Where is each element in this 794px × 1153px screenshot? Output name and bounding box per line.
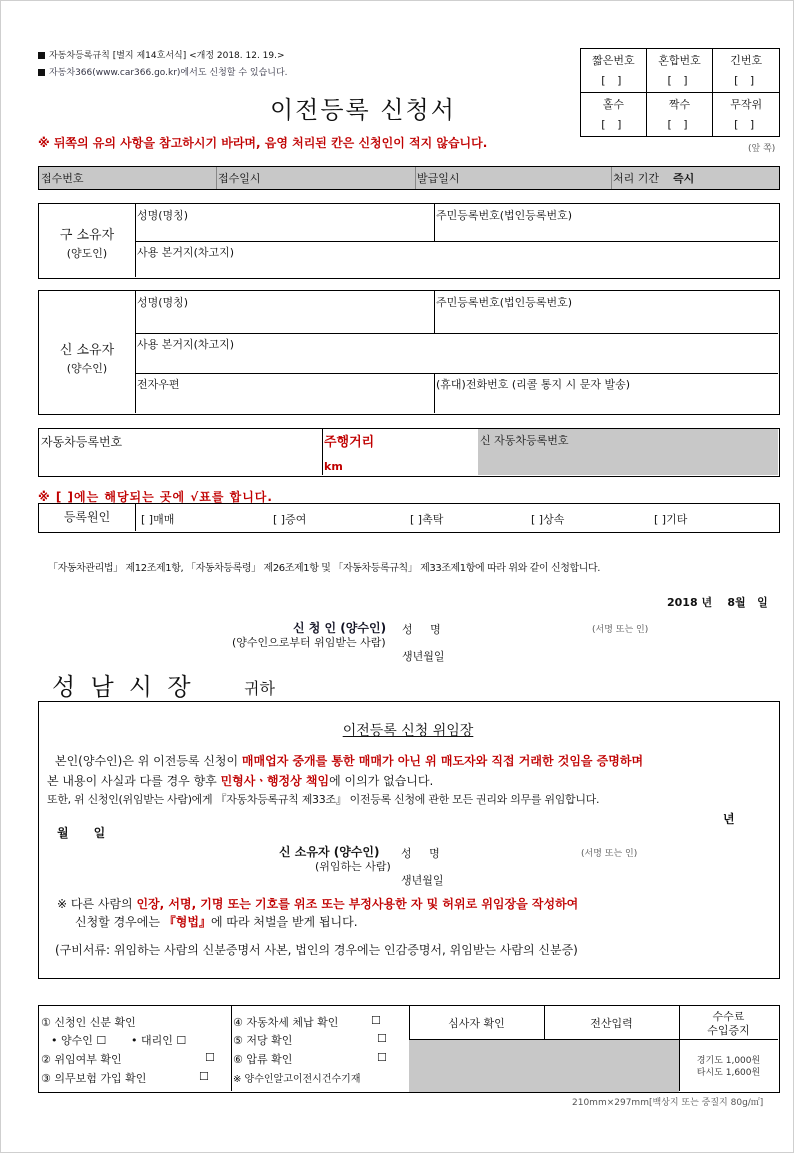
check-mortgage: ⑤ 저당 확인 — [233, 1034, 293, 1047]
applicant-name-label: 성 명 — [402, 623, 441, 636]
processing-period-value: 즉시 — [673, 172, 695, 185]
applicant-delegate-label: (양수인으로부터 위임받는 사람) — [232, 636, 386, 649]
delegation-signature[interactable]: (서명 또는 인) — [581, 849, 638, 859]
square-bullet-icon — [38, 69, 45, 76]
delegation-paragraph-3: 또한, 위 신청인(위임받는 사람)에게 『자동차등록규칙 제33조』 이전등록 신청에 관한 모든 권리와 의무를 위임합니다. — [47, 793, 600, 806]
recipient-suffix: 귀하 — [244, 679, 275, 698]
processing-footer — [38, 1005, 780, 1093]
check-seizure: ⑥ 압류 확인 — [233, 1053, 293, 1066]
receipt-number-label: 접수번호 — [41, 172, 84, 185]
fee-stamp-cell: 수수료 수입증지 경기도 1,000원 타시도 1,600원 — [679, 1006, 778, 1091]
page-title: 이전등록 신청서 — [270, 96, 456, 124]
footer-col-2 — [231, 1006, 410, 1091]
required-documents: (구비서류: 위임하는 사람의 신분증명서 사본, 법인의 경우에는 인감증명서, 위임받는 사람의 신분증) — [55, 943, 578, 957]
new-owner-name-field[interactable]: 성명(명칭) — [135, 291, 435, 334]
plate-type-even[interactable]: 짝수 [ ] — [646, 93, 713, 137]
checkbox-icon[interactable]: ☐ — [377, 1051, 387, 1064]
check-transferee[interactable]: • 양수인 ☐ — [51, 1034, 107, 1047]
reason-option-sale[interactable]: [ ]매매 — [141, 513, 175, 526]
applicant-birth-label: 생년월일 — [402, 650, 445, 663]
online-notice: 자동차366(www.car366.go.kr)에서도 신청할 수 있습니다. — [38, 65, 288, 78]
check-insurance: ③ 의무보험 가입 확인 — [41, 1072, 147, 1085]
new-reg-number-field: 신 자동차등록번호 — [478, 429, 778, 475]
delegation-birth-label: 생년월일 — [401, 874, 444, 887]
new-owner-id-field[interactable]: 주민등록번호(법인등록번호) — [434, 291, 778, 334]
delegation-owner-sub: (위임하는 사람) — [315, 860, 391, 873]
checkbox-icon[interactable]: ☐ — [377, 1032, 387, 1045]
applicant-signature[interactable]: (서명 또는 인) — [592, 625, 649, 635]
old-owner-id-field[interactable]: 주민등록번호(법인등록번호) — [434, 204, 778, 242]
delegation-owner-label: 신 소유자 (양수인) — [279, 845, 380, 859]
check-applicant-id: ① 신청인 신분 확인 — [41, 1016, 136, 1029]
plate-type-grid — [580, 48, 780, 137]
footer-col-1 — [39, 1006, 232, 1091]
checkbox-icon[interactable]: ☐ — [205, 1051, 215, 1064]
paper-spec: 210mm×297mm[백상지 또는 중질지 80g/㎡] — [572, 1098, 764, 1108]
check-agent[interactable]: • 대리인 ☐ — [131, 1034, 187, 1047]
issue-date-label: 발급일시 — [417, 172, 460, 185]
new-owner-email-field[interactable]: 전자우편 — [135, 373, 435, 413]
vehicle-reg-number-field[interactable]: 자동차등록번호 — [39, 429, 323, 475]
processing-period-label: 처리 기간 — [613, 172, 660, 185]
new-owner-section — [38, 290, 780, 415]
delegation-title: 이전등록 신청 위임장 — [342, 723, 474, 739]
plate-type-long[interactable]: 긴번호 [ ] — [713, 49, 780, 93]
receipt-date-label: 접수일시 — [218, 172, 261, 185]
old-owner-name-field[interactable]: 성명(명칭) — [135, 204, 435, 242]
shading-warning: ※ 뒤쪽의 유의 사항을 참고하시기 바라며, 음영 처리된 칸은 신청인이 적지 않습니다. — [38, 136, 488, 150]
checkmark-note: ※ [ ]에는 해당되는 곳에 √표를 합니다. — [38, 490, 273, 504]
new-owner-header: 신 소유자 (양수인) — [39, 291, 136, 413]
reason-option-gift[interactable]: [ ]증여 — [273, 513, 307, 526]
checkbox-icon[interactable]: ☐ — [371, 1014, 381, 1027]
rule-reference: 자동차등록규칙 [별지 제14호서식] <개정 2018. 12. 19.> — [38, 48, 285, 61]
application-date: 2018 년 8월 일 — [667, 596, 768, 609]
fee-other-province: 타시도 1,600원 — [696, 1068, 761, 1078]
delegation-paragraph-2: 본 내용이 사실과 다를 경우 향후 민형사ㆍ행정상 책임에 이의가 없습니다. — [47, 774, 434, 788]
vehicle-section — [38, 428, 780, 477]
reason-option-commission[interactable]: [ ]촉탁 — [410, 513, 444, 526]
plate-type-mixed[interactable]: 혼합번호 [ ] — [646, 49, 713, 93]
registration-reason-row — [38, 503, 780, 533]
transfer-count-note: ※ 양수인알고이전시건수기재 — [233, 1074, 361, 1085]
delegation-paragraph-1: 본인(양수인)은 위 이전등록 신청이 매매업자 중개를 통한 매매가 아닌 위 매도자와 직접 거래한 것임을 증명하며 — [55, 754, 644, 768]
registration-reason-label: 등록원인 — [39, 504, 136, 531]
old-owner-section — [38, 203, 780, 279]
plate-type-random[interactable]: 무작위 [ ] — [713, 93, 780, 137]
reviewer-cell: 심사자 확인 — [409, 1006, 545, 1091]
delegation-year: 년 — [723, 812, 735, 826]
reason-option-other[interactable]: [ ]기타 — [654, 513, 688, 526]
reason-option-inheritance[interactable]: [ ]상속 — [531, 513, 565, 526]
plate-type-short[interactable]: 짧은번호 [ ] — [581, 49, 647, 93]
forgery-warning-1: ※ 다른 사람의 인장, 서명, 기명 또는 기호를 위조 또는 부정사용한 자 및 허위로 위임장을 작성하여 — [57, 897, 579, 911]
data-entry-cell: 전산입력 — [544, 1006, 680, 1091]
check-delegation: ② 위임여부 확인 — [41, 1053, 122, 1066]
new-owner-address-field[interactable]: 사용 본거지(차고지) — [135, 333, 778, 374]
forgery-warning-2: 신청할 경우에는 『형법』에 따라 처벌을 받게 됩니다. — [75, 915, 358, 929]
page-side-note: (앞 쪽) — [748, 144, 776, 154]
delegation-letter-box — [38, 701, 780, 979]
mileage-field[interactable]: 주행거리 km — [322, 429, 479, 475]
plate-type-odd[interactable]: 홀수 [ ] — [581, 93, 647, 137]
delegation-name-label: 성 명 — [401, 847, 440, 860]
old-owner-header: 구 소유자 (양도인) — [39, 204, 136, 277]
check-car-tax: ④ 자동차세 체납 확인 — [233, 1016, 339, 1029]
applicant-label: 신 청 인 (양수인) — [293, 621, 387, 635]
mayor-recipient: 성 남 시 장 — [52, 673, 191, 701]
square-bullet-icon — [38, 52, 45, 59]
legal-declaration: 「자동차관리법」 제12조제1항, 「자동차등록령」 제26조제1항 및 「자동차등록규칙」 제33조제1항에 따라 위와 같이 신청합니다. — [48, 563, 601, 574]
checkbox-icon[interactable]: ☐ — [199, 1070, 209, 1083]
old-owner-address-field[interactable]: 사용 본거지(차고지) — [137, 246, 235, 259]
delegation-month-day: 월 일 — [57, 826, 106, 840]
receipt-bar — [38, 166, 780, 190]
new-owner-phone-field[interactable]: (휴대)전화번호 (리콜 통지 시 문자 발송) — [436, 378, 631, 391]
fee-gyeonggi: 경기도 1,000원 — [696, 1056, 761, 1066]
